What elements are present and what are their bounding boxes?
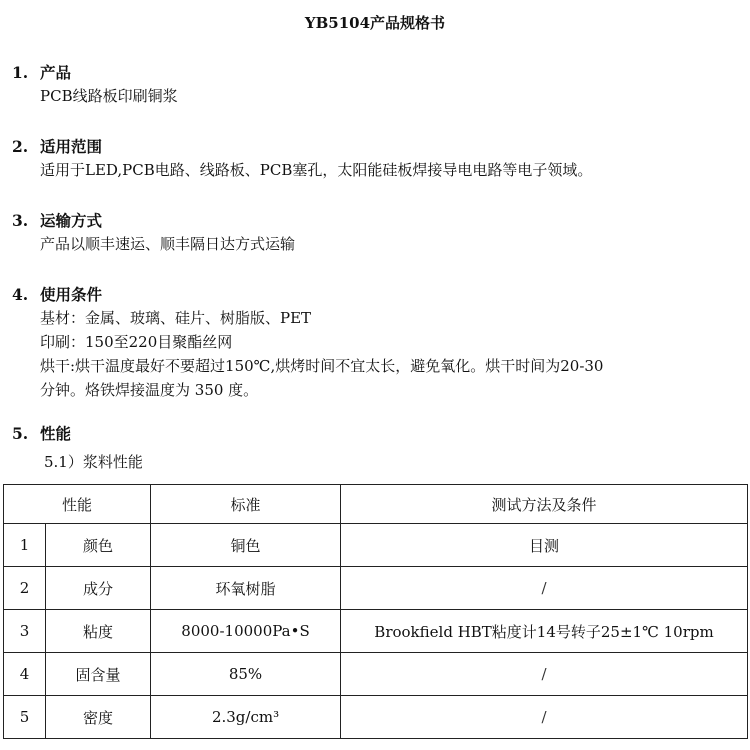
drying-line: 烘干:烘干温度最好不要超过150℃,烘烤时间不宜太长，避免氧化。烘干时间为20-30: [40, 357, 604, 375]
column-header-method: 测试方法及条件: [341, 485, 748, 524]
paste-performance-table: [3, 484, 748, 739]
column-header-standard: 标准: [151, 485, 341, 524]
method-cell: /: [341, 696, 748, 739]
method-cell: Brookfield HBT粘度计14号转子25±1℃ 10rpm: [341, 610, 748, 653]
section-body: PCB线路板印刷铜浆: [40, 87, 178, 105]
section-heading: 4. 使用条件: [12, 285, 103, 304]
row-number: 4: [4, 653, 46, 696]
section-application-scope: [12, 136, 742, 182]
table-row: [4, 567, 748, 610]
row-number: 2: [4, 567, 46, 610]
standard-cell: 环氧树脂: [151, 567, 341, 610]
section-product: [12, 62, 742, 108]
printing-line: 印刷：150至220目聚酯丝网: [40, 333, 233, 351]
section-shipping: [12, 210, 742, 256]
method-cell: 目测: [341, 524, 748, 567]
table-header-row: [4, 485, 748, 524]
section-heading: 5. 性能: [12, 424, 72, 443]
section-body: [12, 306, 742, 402]
section-heading: 2. 适用范围: [12, 137, 103, 156]
row-number: 5: [4, 696, 46, 739]
soldering-line: 分钟。烙铁焊接温度为 350 度。: [40, 381, 259, 399]
row-number: 1: [4, 524, 46, 567]
table-row: [4, 610, 748, 653]
standard-cell: 85%: [151, 653, 341, 696]
column-header-property: 性能: [4, 485, 151, 524]
section-usage-conditions: [12, 284, 742, 402]
standard-cell: 8000-10000Pa•S: [151, 610, 341, 653]
subsection-heading: 5.1）浆料性能: [44, 453, 143, 471]
property-cell: 颜色: [46, 524, 151, 567]
property-cell: 密度: [46, 696, 151, 739]
method-cell: /: [341, 653, 748, 696]
standard-cell: 铜色: [151, 524, 341, 567]
property-cell: 固含量: [46, 653, 151, 696]
table-row: [4, 653, 748, 696]
section-body: 产品以顺丰速运、顺丰隔日达方式运输: [40, 235, 296, 253]
section-body: 适用于LED,PCB电路、线路板、PCB塞孔，太阳能硅板焊接导电电路等电子领域。: [40, 161, 593, 179]
method-cell: /: [341, 567, 748, 610]
property-cell: 成分: [46, 567, 151, 610]
section-heading: 1. 产品: [12, 63, 72, 82]
table-row: [4, 524, 748, 567]
row-number: 3: [4, 610, 46, 653]
substrate-line: 基材：金属、玻璃、硅片、树脂版、PET: [40, 309, 312, 327]
section-heading: 3. 运输方式: [12, 211, 103, 230]
standard-cell: 2.3g/cm³: [151, 696, 341, 739]
document-title: YB5104产品规格书: [304, 14, 446, 32]
section-performance: [12, 423, 742, 445]
table-row: [4, 696, 748, 739]
property-cell: 粘度: [46, 610, 151, 653]
